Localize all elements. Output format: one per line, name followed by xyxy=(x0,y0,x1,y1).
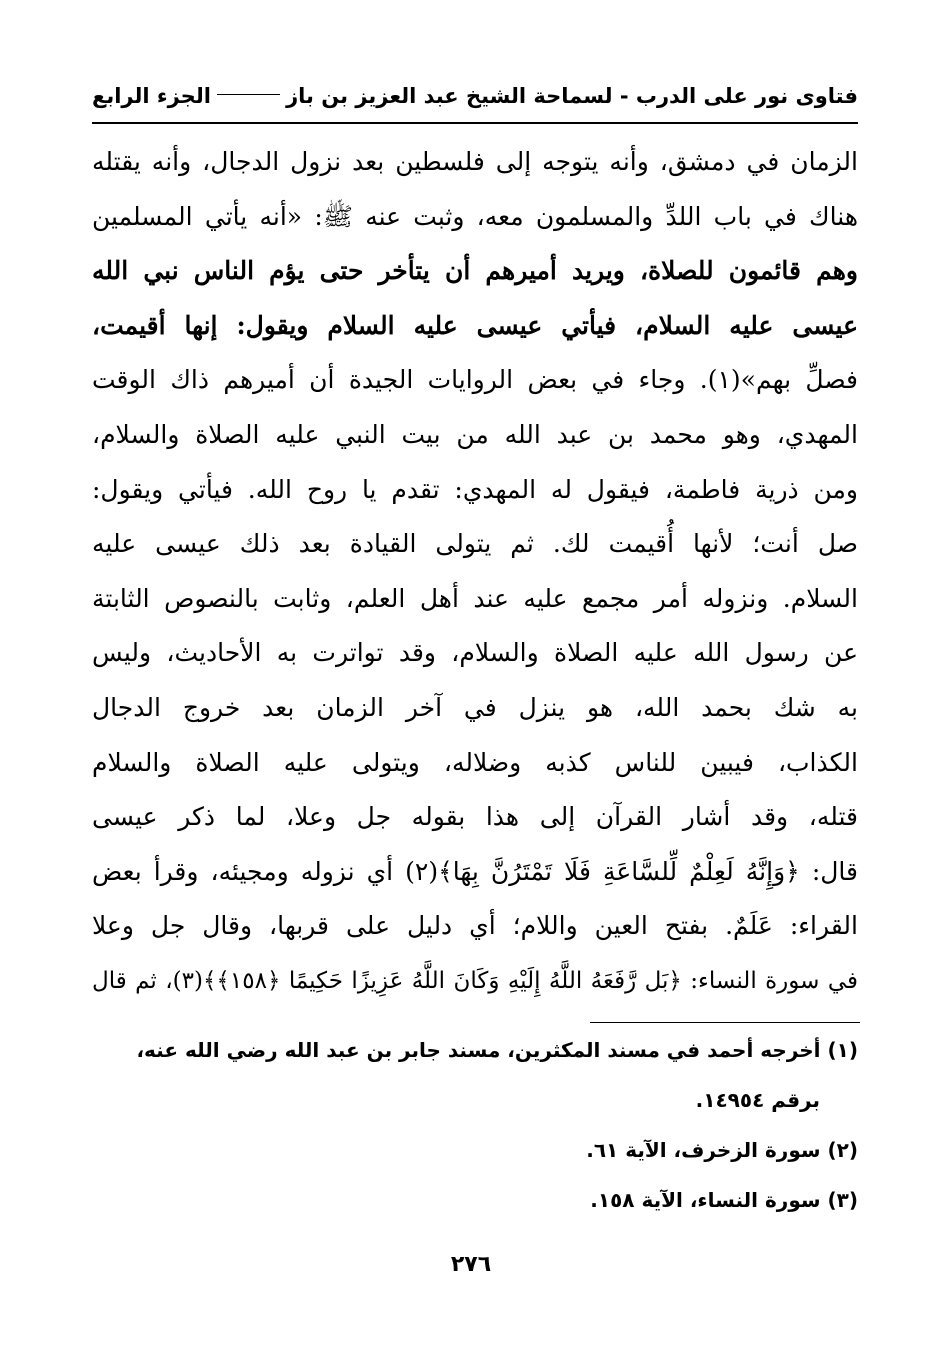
running-header xyxy=(92,78,858,114)
text-line: المهدي، وهو محمد بن عبد الله من بيت النبي عليه الصلاة والسلام، xyxy=(92,419,858,449)
text-line: القراء: عَلَمٌ. بفتح العين واللام؛ أي دليل على قربها، وقال جل وعلا xyxy=(92,911,858,941)
footnote-2: (٢) سورة الزخرف، الآية ٦١. xyxy=(586,1138,858,1162)
text-line: قتله، وقد أشار القرآن إلى هذا بقوله جل وعلا، لما ذكر عيسى xyxy=(92,802,858,832)
text-line: فصلِّ بهم»(١). وجاء في بعض الروايات الجيدة أن أميرهم ذاك الوقت xyxy=(92,365,858,395)
footnote-separator xyxy=(590,1022,860,1023)
footnote-1: (١) أخرجه أحمد في مسند المكثرين، مسند جابر بن عبد الله رضي الله عنه، xyxy=(136,1038,858,1062)
text-line: السلام. ونزوله أمر مجمع عليه عند أهل العلم، وثابت بالنصوص الثابتة xyxy=(92,583,858,613)
text-line: الكذاب، فيبين للناس كذبه وضلاله، ويتولى عليه الصلاة والسلام xyxy=(92,747,858,777)
footnote-3: (٣) سورة النساء، الآية ١٥٨. xyxy=(590,1188,858,1212)
text-line: الزمان في دمشق، وأنه يتوجه إلى فلسطين بعد نزول الدجال، وأنه يقتله xyxy=(92,147,858,176)
text-line: ومن ذرية فاطمة، فيقول له المهدي: تقدم يا روح الله. فيأتي ويقول: xyxy=(92,474,858,504)
text-line: وهم قائمون للصلاة، ويريد أميرهم أن يتأخر حتى يؤم الناس نبي الله xyxy=(92,256,858,286)
text-line: في سورة النساء: ﴿بَل رَّفَعَهُ اللَّهُ إِلَيْهِ وَكَانَ اللَّهُ عَزِيزًا حَكِيمًا ﴿١٥٨﴾﴾(٣)، ثم قال xyxy=(92,967,858,994)
text-line: قال: ﴿وَإِنَّهُ لَعِلْمٌ لِّلسَّاعَةِ فَلَا تَمْتَرُنَّ بِهَا﴾(٢) أي نزوله ومجيئه، وقرأ بعض xyxy=(92,856,858,886)
footnote-1-continued: برقم ١٤٩٥٤. xyxy=(695,1088,820,1112)
footnotes xyxy=(92,1025,858,1225)
page-number: ٢٧٦ xyxy=(450,1252,492,1277)
text-line: صل أنت؛ لأنها أُقيمت لك. ثم يتولى القيادة بعد ذلك عيسى عليه xyxy=(92,529,858,559)
body-text xyxy=(92,135,858,1009)
volume-label: الجزء الرابع xyxy=(92,84,211,108)
text-line: عن رسول الله عليه الصلاة والسلام، وقد تواترت به الأحاديث، وليس xyxy=(92,638,858,668)
book-title: فتاوى نور على الدرب - لسماحة الشيخ عبد العزيز بن باز xyxy=(286,84,858,108)
text-line: هناك في باب اللدِّ والمسلمون معه، وثبت عنه ﷺ: «أنه يأتي المسلمين xyxy=(92,201,858,231)
text-line: عيسى عليه السلام، فيأتي عيسى عليه السلام ويقول: إنها أقيمت، xyxy=(92,310,858,340)
header-dash-rule xyxy=(217,94,280,95)
header-rule xyxy=(92,122,858,124)
text-line: به شك بحمد الله، هو ينزل في آخر الزمان بعد خروج الدجال xyxy=(92,692,858,722)
